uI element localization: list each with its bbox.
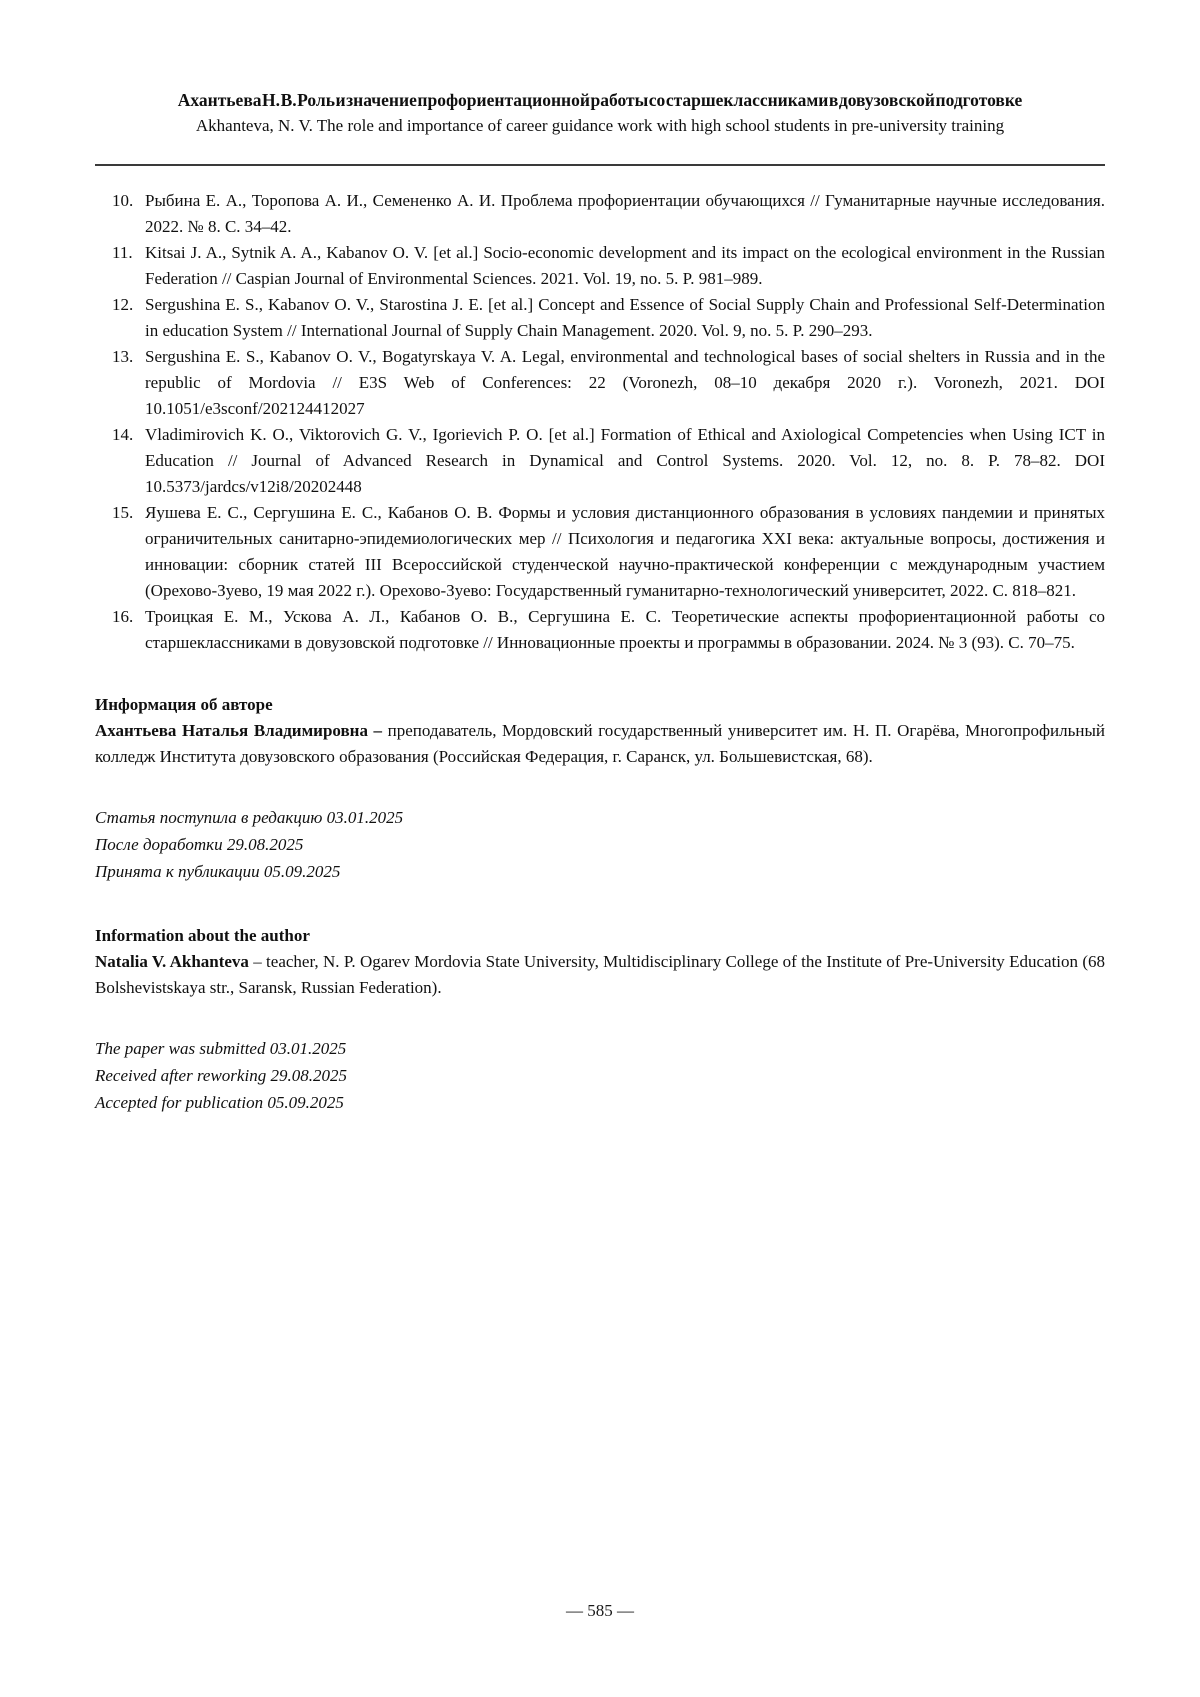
reference-number: 14.	[112, 425, 134, 444]
date-accepted-en: Accepted for publication 05.09.2025	[95, 1093, 344, 1112]
reference-item	[95, 422, 1105, 500]
reference-item	[95, 344, 1105, 422]
author-info-en	[95, 923, 1105, 1001]
reference-text: Kitsai J. A., Sytnik A. A., Kabanov O. V. [et al.] Socio-economic development and its impact on the ecological environment in the Russian Federation // Caspian Journal of Environmental Sciences. 2021. Vol. 19, no. 5. P. 981–989.	[145, 243, 1105, 288]
author-name-en: Natalia V. Akhanteva	[95, 952, 249, 971]
date-reworked-en: Received after reworking 29.08.2025	[95, 1066, 347, 1085]
running-header-title-en: Akhanteva, N. V. The role and importance of career guidance work with high school students in pre-university training	[195, 116, 1005, 135]
author-info-ru	[95, 692, 1105, 770]
reference-item	[95, 188, 1105, 240]
reference-text: Рыбина Е. А., Торопова А. И., Семененко А. И. Проблема профориентации обучающихся // Гуманитарные научные исследования. 2022. № 8. С. 34–42.	[145, 191, 1105, 236]
author-info-ru-text	[95, 718, 1105, 770]
author-info-ru-heading: Информация об авторе	[95, 695, 273, 714]
reference-number: 10.	[112, 191, 134, 210]
date-reworked-ru: После доработки 29.08.2025	[95, 835, 304, 854]
reference-number: 12.	[112, 295, 134, 314]
page-number: — 585 —	[566, 1601, 634, 1620]
reference-number: 13.	[112, 347, 134, 366]
reference-item	[95, 500, 1105, 604]
submission-dates-en	[95, 1035, 1105, 1116]
header-rule	[95, 164, 1105, 166]
reference-item	[95, 240, 1105, 292]
author-affiliation-en: – teacher, N. P. Ogarev Mordovia State University, Multidisciplinary College of the Institute of Pre-University Education (68 Bolshevistskaya str., Saransk, Russian Federation).	[95, 952, 1105, 997]
date-submitted-ru: Статья поступила в редакцию 03.01.2025	[95, 808, 404, 827]
reference-text: Sergushina E. S., Kabanov O. V., Starostina J. E. [et al.] Concept and Essence of Social Supply Chain and Professional Self-Determination in education System // International Journal of Supply Chain Management. 2020. Vol. 9, no. 5. P. 290–293.	[145, 295, 1105, 340]
author-info-en-text	[95, 949, 1105, 1001]
reference-item	[95, 292, 1105, 344]
date-accepted-ru: Принята к публикации 05.09.2025	[95, 862, 341, 881]
reference-number: 16.	[112, 607, 134, 626]
running-header	[95, 88, 1105, 166]
reference-text: Троицкая Е. М., Ускова А. Л., Кабанов О. В., Сергушина Е. С. Теоретические аспекты профориентационной работы со старшеклассниками в довузовской подготовке // Инновационные проекты и программы в образовании. 2024. № 3 (93). С. 70–75.	[145, 607, 1105, 652]
reference-text: Vladimirovich K. O., Viktorovich G. V., Igorievich P. O. [et al.] Formation of Ethical and Axiological Competencies when Using ICT in Education // Journal of Advanced Research in Dynamical and Control Systems. 2020. Vol. 12, no. 8. P. 78–82. DOI 10.5373/jardcs/v12i8/20202448	[145, 425, 1105, 496]
author-info-en-heading: Information about the author	[95, 926, 310, 945]
references-list	[95, 188, 1105, 656]
author-name-ru: Ахантьева Наталья Владимировна –	[95, 721, 383, 740]
reference-item	[95, 604, 1105, 656]
reference-text: Sergushina E. S., Kabanov O. V., Bogatyrskaya V. A. Legal, environmental and technological bases of social shelters in Russia and in the republic of Mordovia // E3S Web of Conferences: 22 (Voronezh, 08–10 декабря 2020 г.). Voronezh, 2021. DOI 10.1051/e3sconf/202124412027	[145, 347, 1105, 418]
author-affiliation-ru: преподаватель, Мордовский государственный университет им. Н. П. Огарёва, Многопрофильный колледж Института довузовского образования (Российская Федерация, г. Саранск, ул. Большевистская, 68).	[95, 721, 1105, 766]
reference-text: Яушева Е. С., Сергушина Е. С., Кабанов О. В. Формы и условия дистанционного образования в условиях пандемии и принятых ограничительных санитарно-эпидемиологических мер // Психология и педагогика XXI века: актуальные вопросы, достижения и инновации: сборник статей III Всероссийской студенческой научно-практической конференции с международным участием (Орехово-Зуево, 19 мая 2022 г.). Орехово-Зуево: Государственный гуманитарно-технологический университет, 2022. С. 818–821.	[145, 503, 1105, 600]
reference-number: 15.	[112, 503, 134, 522]
submission-dates-ru	[95, 804, 1105, 885]
reference-number: 11.	[112, 243, 133, 262]
running-header-title-ru: Ахантьева Н. В. Роль и значение профориентационной работы со старшеклассниками в довузовской подготовке	[177, 90, 1023, 110]
date-submitted-en: The paper was submitted 03.01.2025	[95, 1039, 347, 1058]
